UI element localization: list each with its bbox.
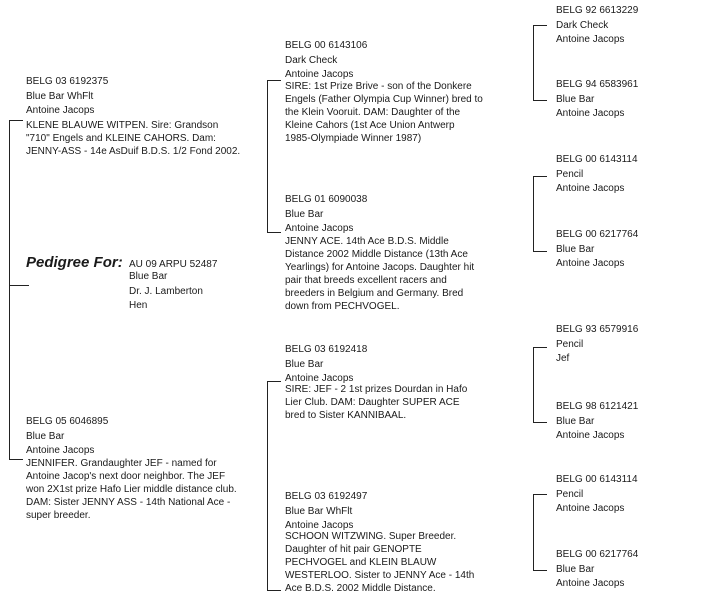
sire-sire-card bbox=[285, 39, 367, 83]
bracket-line bbox=[9, 459, 23, 460]
subject-info bbox=[129, 270, 203, 314]
note-line: JENNY-ASS - 14e AsDuif B.D.S. 1/2 Fond 2002. bbox=[26, 146, 241, 157]
gg-color: Pencil bbox=[556, 488, 584, 500]
dam-dam-notes bbox=[285, 530, 474, 595]
gg-breeder: Antoine Jacops bbox=[556, 503, 625, 514]
note-line: breeders in Belgium and Germany. Bred bbox=[285, 288, 464, 299]
subject-owner: Dr. J. Lamberton bbox=[129, 285, 203, 297]
note-line: JENNY ACE. 14th Ace B.D.S. Middle bbox=[285, 236, 449, 247]
bracket-line bbox=[533, 494, 534, 570]
bracket-line bbox=[533, 347, 547, 348]
gg-band: BELG 98 6121421 bbox=[556, 401, 639, 412]
gg-band: BELG 92 6613229 bbox=[556, 5, 639, 16]
note-line: the Klein Vooruit. DAM: Daughter of the bbox=[285, 107, 461, 118]
gg-breeder: Antoine Jacops bbox=[556, 578, 625, 589]
gg-breeder: Antoine Jacops bbox=[556, 258, 625, 269]
bracket-line bbox=[267, 80, 268, 232]
bracket-line bbox=[267, 590, 281, 591]
note-line: Lier Club. DAM: Daughter SUPER ACE bbox=[285, 397, 460, 408]
gg-band: BELG 00 6217764 bbox=[556, 549, 639, 560]
dam-dam-breeder: Antoine Jacops bbox=[285, 520, 354, 531]
note-line: Ace B.D.S. 2002 Middle Distance. bbox=[285, 583, 436, 594]
gg-card-5 bbox=[556, 323, 638, 367]
bracket-line bbox=[267, 381, 281, 382]
sire-band: BELG 03 6192375 bbox=[26, 76, 109, 87]
bracket-line bbox=[267, 381, 268, 590]
bracket-line bbox=[533, 494, 547, 495]
dam-breeder: Antoine Jacops bbox=[26, 445, 95, 456]
gg-band: BELG 94 6583961 bbox=[556, 79, 639, 90]
gg-color: Pencil bbox=[556, 338, 584, 350]
gg-breeder: Jef bbox=[556, 353, 570, 364]
bracket-line bbox=[267, 232, 281, 233]
dam-band: BELG 05 6046895 bbox=[26, 416, 109, 427]
gg-card-8 bbox=[556, 548, 638, 592]
dam-sire-band: BELG 03 6192418 bbox=[285, 344, 368, 355]
dam-sire-card bbox=[285, 343, 367, 387]
bracket-line bbox=[533, 25, 547, 26]
sire-sire-notes bbox=[285, 80, 483, 145]
bracket-line bbox=[533, 347, 534, 422]
gg-card-4 bbox=[556, 228, 638, 272]
subject-color: Blue Bar bbox=[129, 271, 168, 282]
gg-breeder: Antoine Jacops bbox=[556, 34, 625, 45]
dam-notes bbox=[26, 457, 237, 522]
sire-card bbox=[26, 75, 108, 119]
gg-breeder: Antoine Jacops bbox=[556, 430, 625, 441]
note-line: Kleine Cahors (1st Ace Union Antwerp bbox=[285, 120, 455, 131]
sire-dam-color: Blue Bar bbox=[285, 208, 324, 220]
bracket-line bbox=[9, 120, 23, 121]
bracket-line bbox=[533, 251, 547, 252]
dam-card bbox=[26, 415, 108, 459]
note-line: DAM: Sister JENNY ASS - 14th National Ace - bbox=[26, 497, 231, 508]
note-line: WESTERLOO. Sister to JENNY Ace - 14th bbox=[285, 570, 475, 581]
sire-dam-breeder: Antoine Jacops bbox=[285, 223, 354, 234]
sire-dam-band: BELG 01 6090038 bbox=[285, 194, 368, 205]
bracket-line bbox=[533, 25, 534, 100]
sire-color: Blue Bar WhFlt bbox=[26, 90, 94, 102]
sire-sire-band: BELG 00 6143106 bbox=[285, 40, 368, 51]
sire-breeder: Antoine Jacops bbox=[26, 105, 95, 116]
note-line: pair that breeds excellent racers and bbox=[285, 275, 447, 286]
gg-color: Pencil bbox=[556, 168, 584, 180]
sire-notes bbox=[26, 119, 240, 158]
note-line: PECHVOGEL and KLEIN BLAUW bbox=[285, 557, 437, 568]
note-line: SCHOON WITZWING. Super Breeder. bbox=[285, 531, 457, 542]
bracket-line bbox=[267, 80, 281, 81]
sire-sire-breeder: Antoine Jacops bbox=[285, 69, 354, 80]
note-line: Yearlings) for Antoine Jacops. Daughter hit bbox=[285, 262, 475, 273]
note-line: JENNIFER. Grandaughter JEF - named for bbox=[26, 458, 217, 469]
gg-breeder: Antoine Jacops bbox=[556, 108, 625, 119]
gg-card-2 bbox=[556, 78, 638, 122]
note-line: Antoine Jacop's next door neighbor. The JEF bbox=[26, 471, 226, 482]
note-line: super breeder. bbox=[26, 510, 91, 521]
gg-band: BELG 00 6217764 bbox=[556, 229, 639, 240]
bracket-line bbox=[9, 285, 29, 286]
note-line: Daughter of hit pair GENOPTE bbox=[285, 544, 422, 555]
gg-color: Blue Bar bbox=[556, 415, 595, 427]
note-line: Engels (Father Olympia Cup Winner) bred to bbox=[285, 94, 483, 105]
sire-dam-card bbox=[285, 193, 367, 237]
bracket-line bbox=[533, 570, 547, 571]
note-line: won 2X1st prize Hafo Lier middle distance club. bbox=[26, 484, 237, 495]
sire-dam-notes bbox=[285, 235, 474, 313]
dam-dam-card bbox=[285, 490, 367, 534]
gg-card-7 bbox=[556, 473, 638, 517]
note-line: SIRE: JEF - 2 1st prizes Dourdan in Hafo bbox=[285, 384, 468, 395]
dam-dam-band: BELG 03 6192497 bbox=[285, 491, 368, 502]
note-line: down from PECHVOGEL. bbox=[285, 301, 400, 312]
gg-breeder: Antoine Jacops bbox=[556, 183, 625, 194]
dam-dam-color: Blue Bar WhFlt bbox=[285, 505, 353, 517]
note-line: 1985-Olympiade Winner 1987) bbox=[285, 133, 422, 144]
note-line: bred to Sister KANNIBAAL. bbox=[285, 410, 407, 421]
gg-color: Dark Check bbox=[556, 19, 609, 31]
gg-band: BELG 00 6143114 bbox=[556, 154, 638, 165]
gg-band: BELG 00 6143114 bbox=[556, 474, 638, 485]
gg-card-1 bbox=[556, 4, 638, 48]
bracket-line bbox=[533, 176, 534, 251]
gg-color: Blue Bar bbox=[556, 243, 595, 255]
note-line: SIRE: 1st Prize Brive - son of the Donkere bbox=[285, 81, 472, 92]
bracket-line bbox=[533, 422, 547, 423]
dam-sire-notes bbox=[285, 383, 467, 422]
note-line: Distance 2002 Middle Distance (13th Ace bbox=[285, 249, 468, 260]
dam-sire-breeder: Antoine Jacops bbox=[285, 373, 354, 384]
dam-color: Blue Bar bbox=[26, 430, 65, 442]
note-line: "710" Engels and KLEINE CAHORS. Dam: bbox=[26, 133, 216, 144]
gg-color: Blue Bar bbox=[556, 93, 595, 105]
note-line: KLENE BLAUWE WITPEN. Sire: Grandson bbox=[26, 120, 219, 131]
gg-card-6 bbox=[556, 400, 638, 444]
bracket-line bbox=[9, 120, 10, 459]
gg-color: Blue Bar bbox=[556, 563, 595, 575]
pedigree-title: Pedigree For: bbox=[26, 254, 123, 271]
subject-band: AU 09 ARPU 52487 bbox=[129, 259, 218, 270]
dam-sire-color: Blue Bar bbox=[285, 358, 324, 370]
sire-sire-color: Dark Check bbox=[285, 54, 338, 66]
gg-band: BELG 93 6579916 bbox=[556, 324, 639, 335]
bracket-line bbox=[533, 176, 547, 177]
subject-sex: Hen bbox=[129, 300, 148, 311]
gg-card-3 bbox=[556, 153, 638, 197]
bracket-line bbox=[533, 100, 547, 101]
